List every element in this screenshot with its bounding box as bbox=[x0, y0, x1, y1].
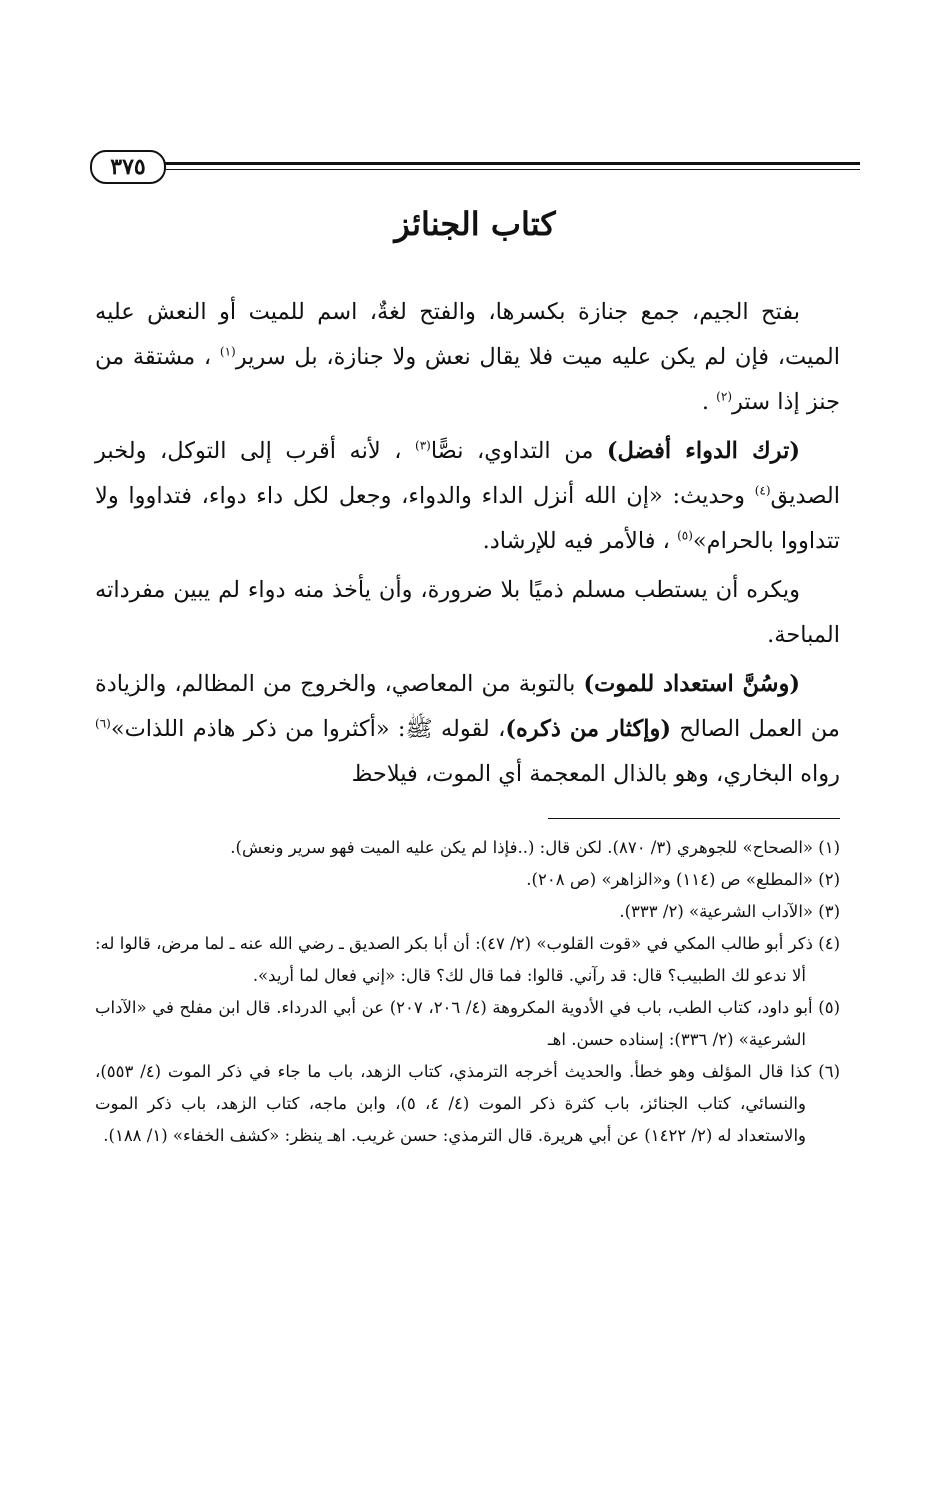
footnote-ref: (٣) bbox=[415, 438, 431, 453]
paragraph-1: بفتح الجيم، جمع جنازة بكسرها، والفتح لغةٌ، اسم للميت أو النعش عليه الميت، فإن لم يكن عليه ميت فلا يقال نعش ولا جنازة، بل سرير$^{(١)}$ ، مشتقة من جنز إذا ستر$^{(٢)}$ . bbox=[95, 299, 841, 415]
footnote-separator bbox=[548, 818, 840, 819]
footnote-4: (٤) ذكر أبو طالب المكي في «قوت القلوب» (٢/ ٤٧): أن أبا بكر الصديق ـ رضي الله عنه ـ لما مرض، قالوا له: ألا ندعو لك الطبيب؟ قال: قد رآني. قالوا: فما قال لك؟ قال: «إني فعال لما أريد». bbox=[95, 934, 841, 985]
page-header bbox=[90, 150, 860, 190]
footnotes bbox=[95, 832, 840, 1152]
header-rule-thin bbox=[160, 169, 860, 170]
body-text bbox=[95, 290, 840, 801]
footnote-6: (٦) كذا قال المؤلف وهو خطأ. والحديث أخرجه الترمذي، كتاب الزهد، باب ما جاء في ذكر الموت (٤/ ٥٥٣)، والنسائي، كتاب الجنائز، باب كثرة ذكر الموت (٤/ ٤، ٥)، وابن ماجه، كتاب الزهد، باب ذكر الموت والاستعداد له (٢/ ١٤٢٢) عن أبي هريرة. قال الترمذي: حسن غريب. اهـ ينظر: «كشف الخفاء» (١/ ١٨٨). bbox=[95, 1062, 840, 1145]
footnote-ref: (٤) bbox=[754, 483, 771, 498]
paragraph-2: (ترك الدواء أفضل) من التداوي، نصًّا$^{(٣)}$ ، لأنه أقرب إلى التوكل، ولخبر الصديق$^{(٤)}$ وحديث: «إن الله أنزل الداء والدواء، وجعل لكل داء دواء، فتداووا ولا تتداووا بالحرام»$^{(٥)}$ ، فالأمر فيه للإرشاد. bbox=[95, 438, 840, 554]
footnote-ref: (٢) bbox=[716, 389, 732, 404]
chapter-title: كتاب الجنائز bbox=[394, 205, 556, 243]
paragraph-4: (وسُنَّ استعداد للموت) بالتوبة من المعاصي، والخروج من المظالم، والزيادة من العمل الصالح (وإكثار من ذكره)، لقوله ﷺ: «أكثروا من ذكر هاذم اللذات»$^{(٦)}$ رواه البخاري، وهو بالذال المعجمة أي الموت، فيلاحظ bbox=[95, 671, 840, 787]
footnote-ref: (١) bbox=[219, 344, 236, 359]
matn-bold: (ترك الدواء أفضل) bbox=[606, 438, 800, 464]
paragraph-3: ويكره أن يستطب مسلم ذميًا بلا ضرورة، وأن يأخذ منه دواء لم يبين مفرداته المباحة. bbox=[95, 577, 840, 648]
matn-bold: (وسُنَّ استعداد للموت) bbox=[583, 671, 801, 697]
footnote-1: (١) «الصحاح» للجوهري (٣/ ٨٧٠). لكن قال: (..فإذا لم يكن عليه الميت فهو سرير ونعش). bbox=[230, 838, 840, 857]
page-number: ٣٧٥ bbox=[90, 150, 166, 184]
footnote-5: (٥) أبو داود، كتاب الطب، باب في الأدوية المكروهة (٤/ ٢٠٦، ٢٠٧) عن أبي الدرداء. قال ابن مفلح في «الآداب الشرعية» (٢/ ٣٣٦): إسناده حسن. اهـ bbox=[95, 998, 840, 1049]
header-rule-thick bbox=[160, 162, 860, 165]
footnote-3: (٣) «الآداب الشرعية» (٢/ ٣٣٣). bbox=[619, 902, 840, 921]
matn-bold: (وإكثار من ذكره) bbox=[505, 716, 672, 742]
footnote-ref: (٦) bbox=[95, 716, 111, 731]
footnote-ref: (٥) bbox=[677, 528, 693, 543]
footnote-2: (٢) «المطلع» ص (١١٤) و«الزاهر» (ص ٢٠٨). bbox=[526, 870, 840, 889]
